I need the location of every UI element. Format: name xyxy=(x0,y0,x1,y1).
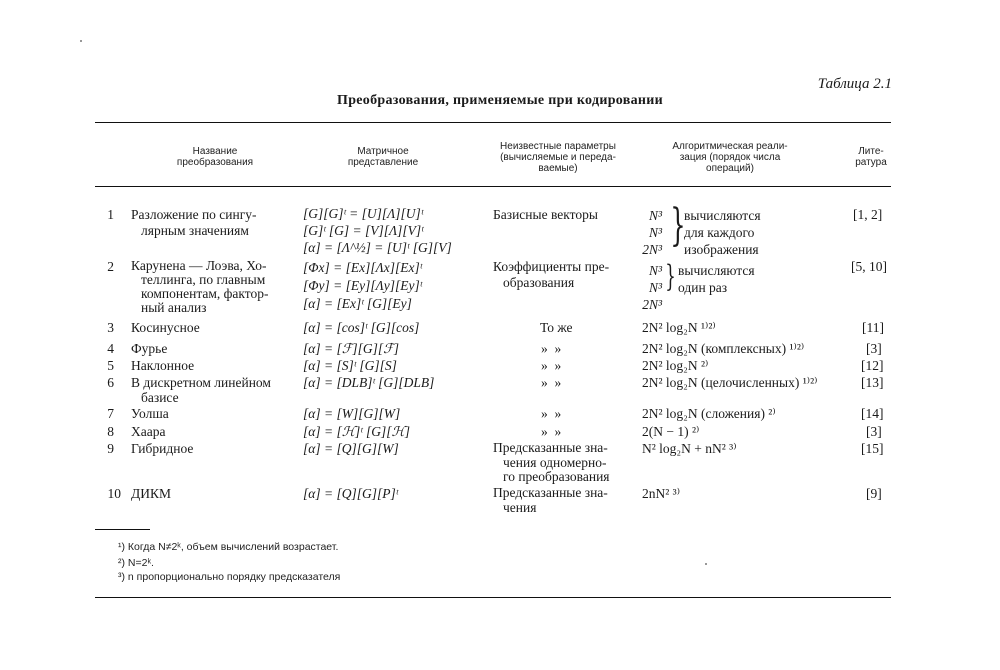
row-8-num: 8 xyxy=(107,424,114,439)
header-alg: Алгоритмическая реали- зация (порядок числа операций) xyxy=(672,141,788,174)
row-1-brace-icon: } xyxy=(670,200,686,251)
row-6-name: В дискретном линейном базисе xyxy=(131,375,271,405)
row-7-name: Уолша xyxy=(131,406,169,421)
row-1-params: Базисные векторы xyxy=(493,207,598,222)
speck-mark xyxy=(80,40,82,42)
row-2-lit: [5, 10] xyxy=(851,259,887,274)
row-6-num: 6 xyxy=(107,375,114,390)
row-4-alg: 2N² log₂N (комплексных) ¹⁾²⁾ xyxy=(642,341,805,356)
footnote-2: ²) N=2ᵏ. xyxy=(118,557,154,569)
row-9-alg: N² log₂N + nN² ³⁾ xyxy=(642,441,737,456)
row-1-lit: [1, 2] xyxy=(853,207,883,222)
row-10-params: Предсказанные зна- чения xyxy=(493,485,608,515)
row-2-alg-ops: N³ N³ 2N³ xyxy=(642,263,662,312)
row-5-params: » » xyxy=(541,358,562,373)
header-params: Неизвестные параметры (вычисляемые и переда- ваемые) xyxy=(500,141,616,174)
row-1-matrix: [G][G]ᵗ = [U][Λ][U]ᵗ [G]ᵗ [G] = [V][Λ][V]ᵗ [α] = [Λ^½] = [U]ᵗ [G][V] xyxy=(303,206,452,255)
table-caption: Таблица 2.1 xyxy=(817,76,892,92)
row-5-alg: 2N² log₂N ²⁾ xyxy=(642,358,709,373)
row-9-matrix: [α] = [Q][G][W] xyxy=(303,441,399,456)
row-4-params: » » xyxy=(541,341,562,356)
row-1-alg-ops: N³ N³ 2N³ xyxy=(642,208,662,257)
row-3-matrix: [α] = [cos]ᵗ [G][cos] xyxy=(303,320,420,335)
speck-mark xyxy=(705,563,707,565)
footnote-rule xyxy=(95,529,150,530)
row-1-num: 1 xyxy=(107,207,114,222)
footnote-1: ¹) Когда N≠2ᵏ, объем вычислений возрастает. xyxy=(118,541,339,553)
row-2-name: Карунена — Лоэва, Хо- теллинга, по главным компонентам, фактор- ный анализ xyxy=(131,258,269,315)
row-8-params: » » xyxy=(541,424,562,439)
row-6-matrix: [α] = [DLB]ᵗ [G][DLB] xyxy=(303,375,435,390)
header-lit: Лите- ратура xyxy=(855,146,887,168)
row-3-lit: [11] xyxy=(862,320,884,335)
row-6-lit: [13] xyxy=(861,375,884,390)
row-7-matrix: [α] = [W][G][W] xyxy=(303,406,401,421)
row-7-lit: [14] xyxy=(861,406,884,421)
row-10-name: ДИКМ xyxy=(131,486,171,501)
row-5-matrix: [α] = [S]ᵗ [G][S] xyxy=(303,358,397,373)
row-2-params: Коэффициенты пре- образования xyxy=(493,259,610,290)
header-rule xyxy=(95,186,891,187)
row-9-num: 9 xyxy=(107,441,114,456)
row-9-name: Гибридное xyxy=(131,441,194,456)
row-6-params: » » xyxy=(541,375,562,390)
top-rule xyxy=(95,122,891,123)
row-9-params: Предсказанные зна- чения одномерно- го преобразования xyxy=(493,440,610,484)
row-1-name: Разложение по сингу- лярным значениям xyxy=(131,207,257,238)
row-4-lit: [3] xyxy=(866,341,882,356)
row-4-matrix: [α] = [ℱ][G][ℱ] xyxy=(303,341,399,356)
row-7-params: » » xyxy=(541,406,562,421)
row-6-alg: 2N² log₂N (целочисленных) ¹⁾²⁾ xyxy=(642,375,818,390)
row-10-num: 10 xyxy=(107,486,121,501)
row-5-num: 5 xyxy=(107,358,114,373)
row-8-name: Хаара xyxy=(131,424,166,439)
row-8-alg: 2(N − 1) ²⁾ xyxy=(642,424,700,439)
row-9-lit: [15] xyxy=(861,441,884,456)
row-10-matrix: [α] = [Q][G][P]ᵗ xyxy=(303,486,398,501)
row-5-lit: [12] xyxy=(861,358,884,373)
row-2-brace-icon: } xyxy=(665,259,676,294)
row-2-alg-text: вычисляются один раз xyxy=(678,263,755,295)
row-4-name: Фурье xyxy=(131,341,168,356)
row-7-num: 7 xyxy=(107,406,114,421)
row-3-params: То же xyxy=(540,320,573,335)
row-1-alg-text: вычисляются для каждого изображения xyxy=(684,208,761,257)
row-3-num: 3 xyxy=(107,320,114,335)
row-7-alg: 2N² log₂N (сложения) ²⁾ xyxy=(642,406,776,421)
row-8-matrix: [α] = [ℋ]ᵗ [G][ℋ] xyxy=(303,424,411,439)
row-10-alg: 2nN² ³⁾ xyxy=(642,486,681,501)
header-name: Название преобразования xyxy=(176,146,254,168)
header-matrix: Матричное представление xyxy=(347,146,419,168)
row-3-alg: 2N² log₂N ¹⁾²⁾ xyxy=(642,320,716,335)
footnote-3: ³) n пропорционально порядку предсказателя xyxy=(118,571,341,583)
row-8-lit: [3] xyxy=(866,424,882,439)
row-3-name: Косинусное xyxy=(131,320,200,335)
row-5-name: Наклонное xyxy=(131,358,195,373)
table-title: Преобразования, применяемые при кодировании xyxy=(337,93,663,108)
row-4-num: 4 xyxy=(107,341,114,356)
row-10-lit: [9] xyxy=(866,486,882,501)
bottom-rule xyxy=(95,597,891,598)
row-2-matrix: [Φx] = [Ex][Λx][Ex]ᵗ [Φy] = [Ey][Λy][Ey]ᵗ [α] = [Ex]ᵗ [G][Ey] xyxy=(303,260,423,311)
row-2-num: 2 xyxy=(107,259,114,274)
